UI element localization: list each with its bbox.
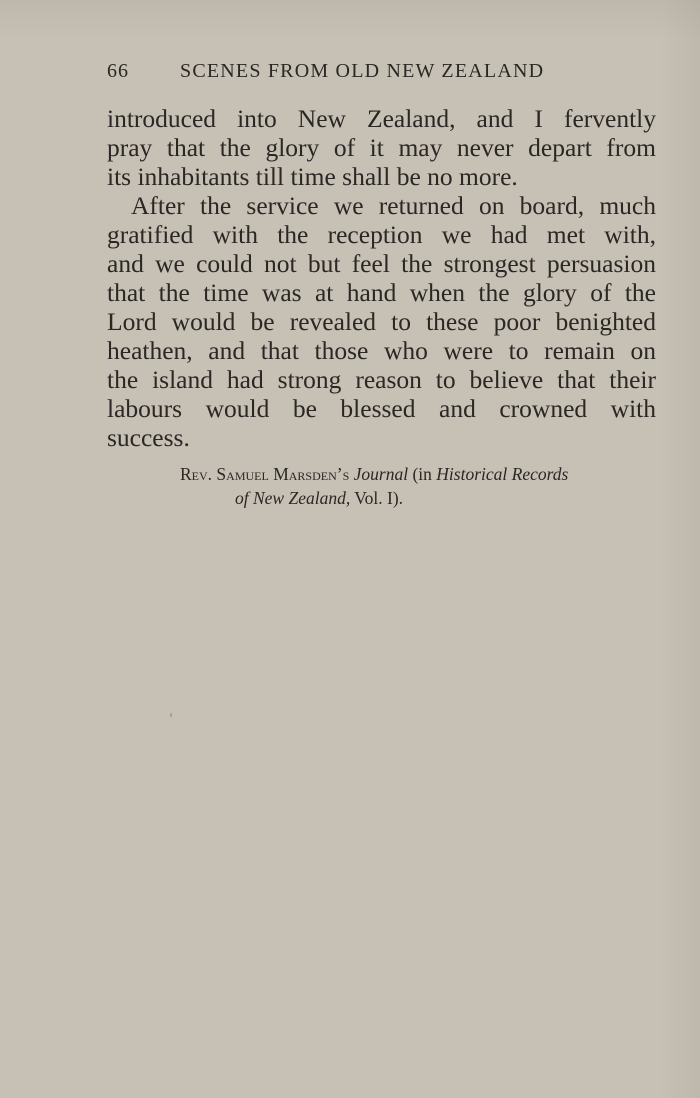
citation-line (180, 462, 640, 486)
text-line: introduced into New Zealand, and I fervently (107, 104, 656, 133)
text-line: gratified with the reception we had met with, (107, 220, 656, 249)
running-title: SCENES FROM OLD NEW ZEALAND (180, 60, 545, 82)
page-number: 66 (107, 60, 129, 82)
text-line: that the time was at hand when the glory of the (107, 278, 656, 307)
text-line: After the service we returned on board, much (131, 191, 656, 220)
body-text (107, 104, 656, 452)
text-line: pray that the glory of it may never depart from (107, 133, 656, 162)
text-line: Lord would be revealed to these poor benighted (107, 307, 656, 336)
text-line: success. (107, 423, 190, 452)
text-line: and we could not but feel the strongest persuasion (107, 249, 656, 278)
citation-volume: Vol. I). (354, 488, 404, 508)
citation-source-title: Historical Records (436, 464, 569, 484)
text-line: labours would be blessed and crowned with (107, 394, 656, 423)
text-line: the island had strong reason to believe that their (107, 365, 656, 394)
citation (180, 462, 640, 510)
text-line: its inhabitants till time shall be no more. (107, 162, 518, 191)
citation-line (180, 486, 640, 510)
page-header (107, 60, 667, 88)
citation-source-title-cont: of New Zealand, (235, 488, 351, 508)
paper-speck (170, 713, 172, 717)
text-line: heathen, and that those who were to remain on (107, 336, 656, 365)
citation-author: Rev. Samuel Marsden’s (180, 464, 350, 484)
citation-work-title: Journal (353, 464, 409, 484)
citation-open-paren: (in (412, 464, 432, 484)
